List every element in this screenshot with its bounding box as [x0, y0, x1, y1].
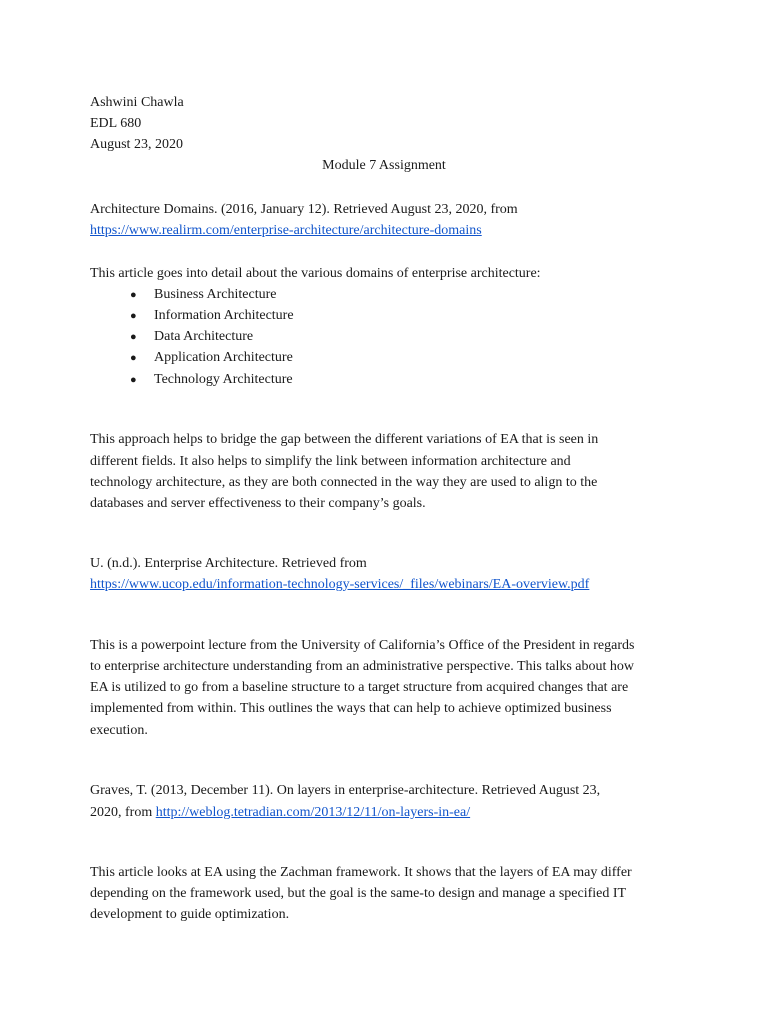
- ref3-citation-line2: [90, 802, 470, 823]
- ref3-citation-prefix: 2020, from: [90, 805, 153, 820]
- bullet-icon: [130, 370, 154, 391]
- ref3-summary-line: depending on the framework used, but the goal is the same-to design and manage a specified IT: [90, 886, 627, 901]
- list-item: [130, 369, 293, 391]
- ref1-intro: This article goes into detail about the various domains of enterprise architecture:: [90, 266, 541, 281]
- bullet-icon: [130, 285, 154, 306]
- ref3-summary-line: This article looks at EA using the Zachman framework. It shows that the layers of EA may differ: [90, 865, 632, 880]
- assignment-date: August 23, 2020: [90, 137, 183, 152]
- ref1-citation: Architecture Domains. (2016, January 12). Retrieved August 23, 2020, from: [90, 202, 518, 217]
- list-item-text: Business Architecture: [154, 287, 277, 302]
- ref1-url-link[interactable]: https://www.realirm.com/enterprise-architecture/architecture-domains: [90, 223, 482, 238]
- list-item: [130, 305, 294, 327]
- ref2-citation: U. (n.d.). Enterprise Architecture. Retrieved from: [90, 556, 367, 571]
- bullet-icon: [130, 306, 154, 327]
- ref2-summary-line: EA is utilized to go from a baseline structure to a target structure from acquired changes that are: [90, 680, 629, 695]
- list-item: [130, 347, 293, 369]
- ref2-summary-line: This is a powerpoint lecture from the University of California’s Office of the President in regards: [90, 638, 635, 653]
- author-name: Ashwini Chawla: [90, 95, 184, 110]
- list-item-text: Information Architecture: [154, 308, 294, 323]
- bullet-icon: [130, 327, 154, 348]
- ref1-summary-line: technology architecture, as they are both connected in the way they are used to align to the: [90, 475, 598, 490]
- list-item: [130, 284, 276, 306]
- ref1-summary-line: databases and server effectiveness to their company’s goals.: [90, 496, 426, 511]
- list-item: [130, 326, 253, 348]
- ref3-citation: Graves, T. (2013, December 11). On layers in enterprise-architecture. Retrieved August 23,: [90, 783, 601, 798]
- ref1-summary-line: This approach helps to bridge the gap between the different variations of EA that is seen in: [90, 432, 599, 447]
- list-item-text: Technology Architecture: [154, 372, 293, 387]
- ref2-url-line: [90, 574, 589, 595]
- ref2-url-link[interactable]: https://www.ucop.edu/information-technology-services/_files/webinars/EA-overview.pdf: [90, 577, 590, 592]
- ref1-summary-line: different fields. It also helps to simplify the link between information architecture and: [90, 454, 571, 469]
- ref2-summary-line: execution.: [90, 723, 148, 738]
- ref3-summary-line: development to guide optimization.: [90, 907, 290, 922]
- ref1-url-line: [90, 220, 482, 241]
- ref2-summary-line: to enterprise architecture understanding from an administrative perspective. This talks about how: [90, 659, 635, 674]
- document-title: Module 7 Assignment: [322, 158, 446, 173]
- ref3-url-link[interactable]: http://weblog.tetradian.com/2013/12/11/on-layers-in-ea/: [155, 805, 471, 820]
- list-item-text: Application Architecture: [154, 350, 293, 365]
- ref2-summary-line: implemented from within. This outlines the ways that can help to achieve optimized business: [90, 701, 612, 716]
- bullet-icon: [130, 348, 154, 369]
- list-item-text: Data Architecture: [154, 329, 254, 344]
- course-code: EDL 680: [90, 116, 142, 131]
